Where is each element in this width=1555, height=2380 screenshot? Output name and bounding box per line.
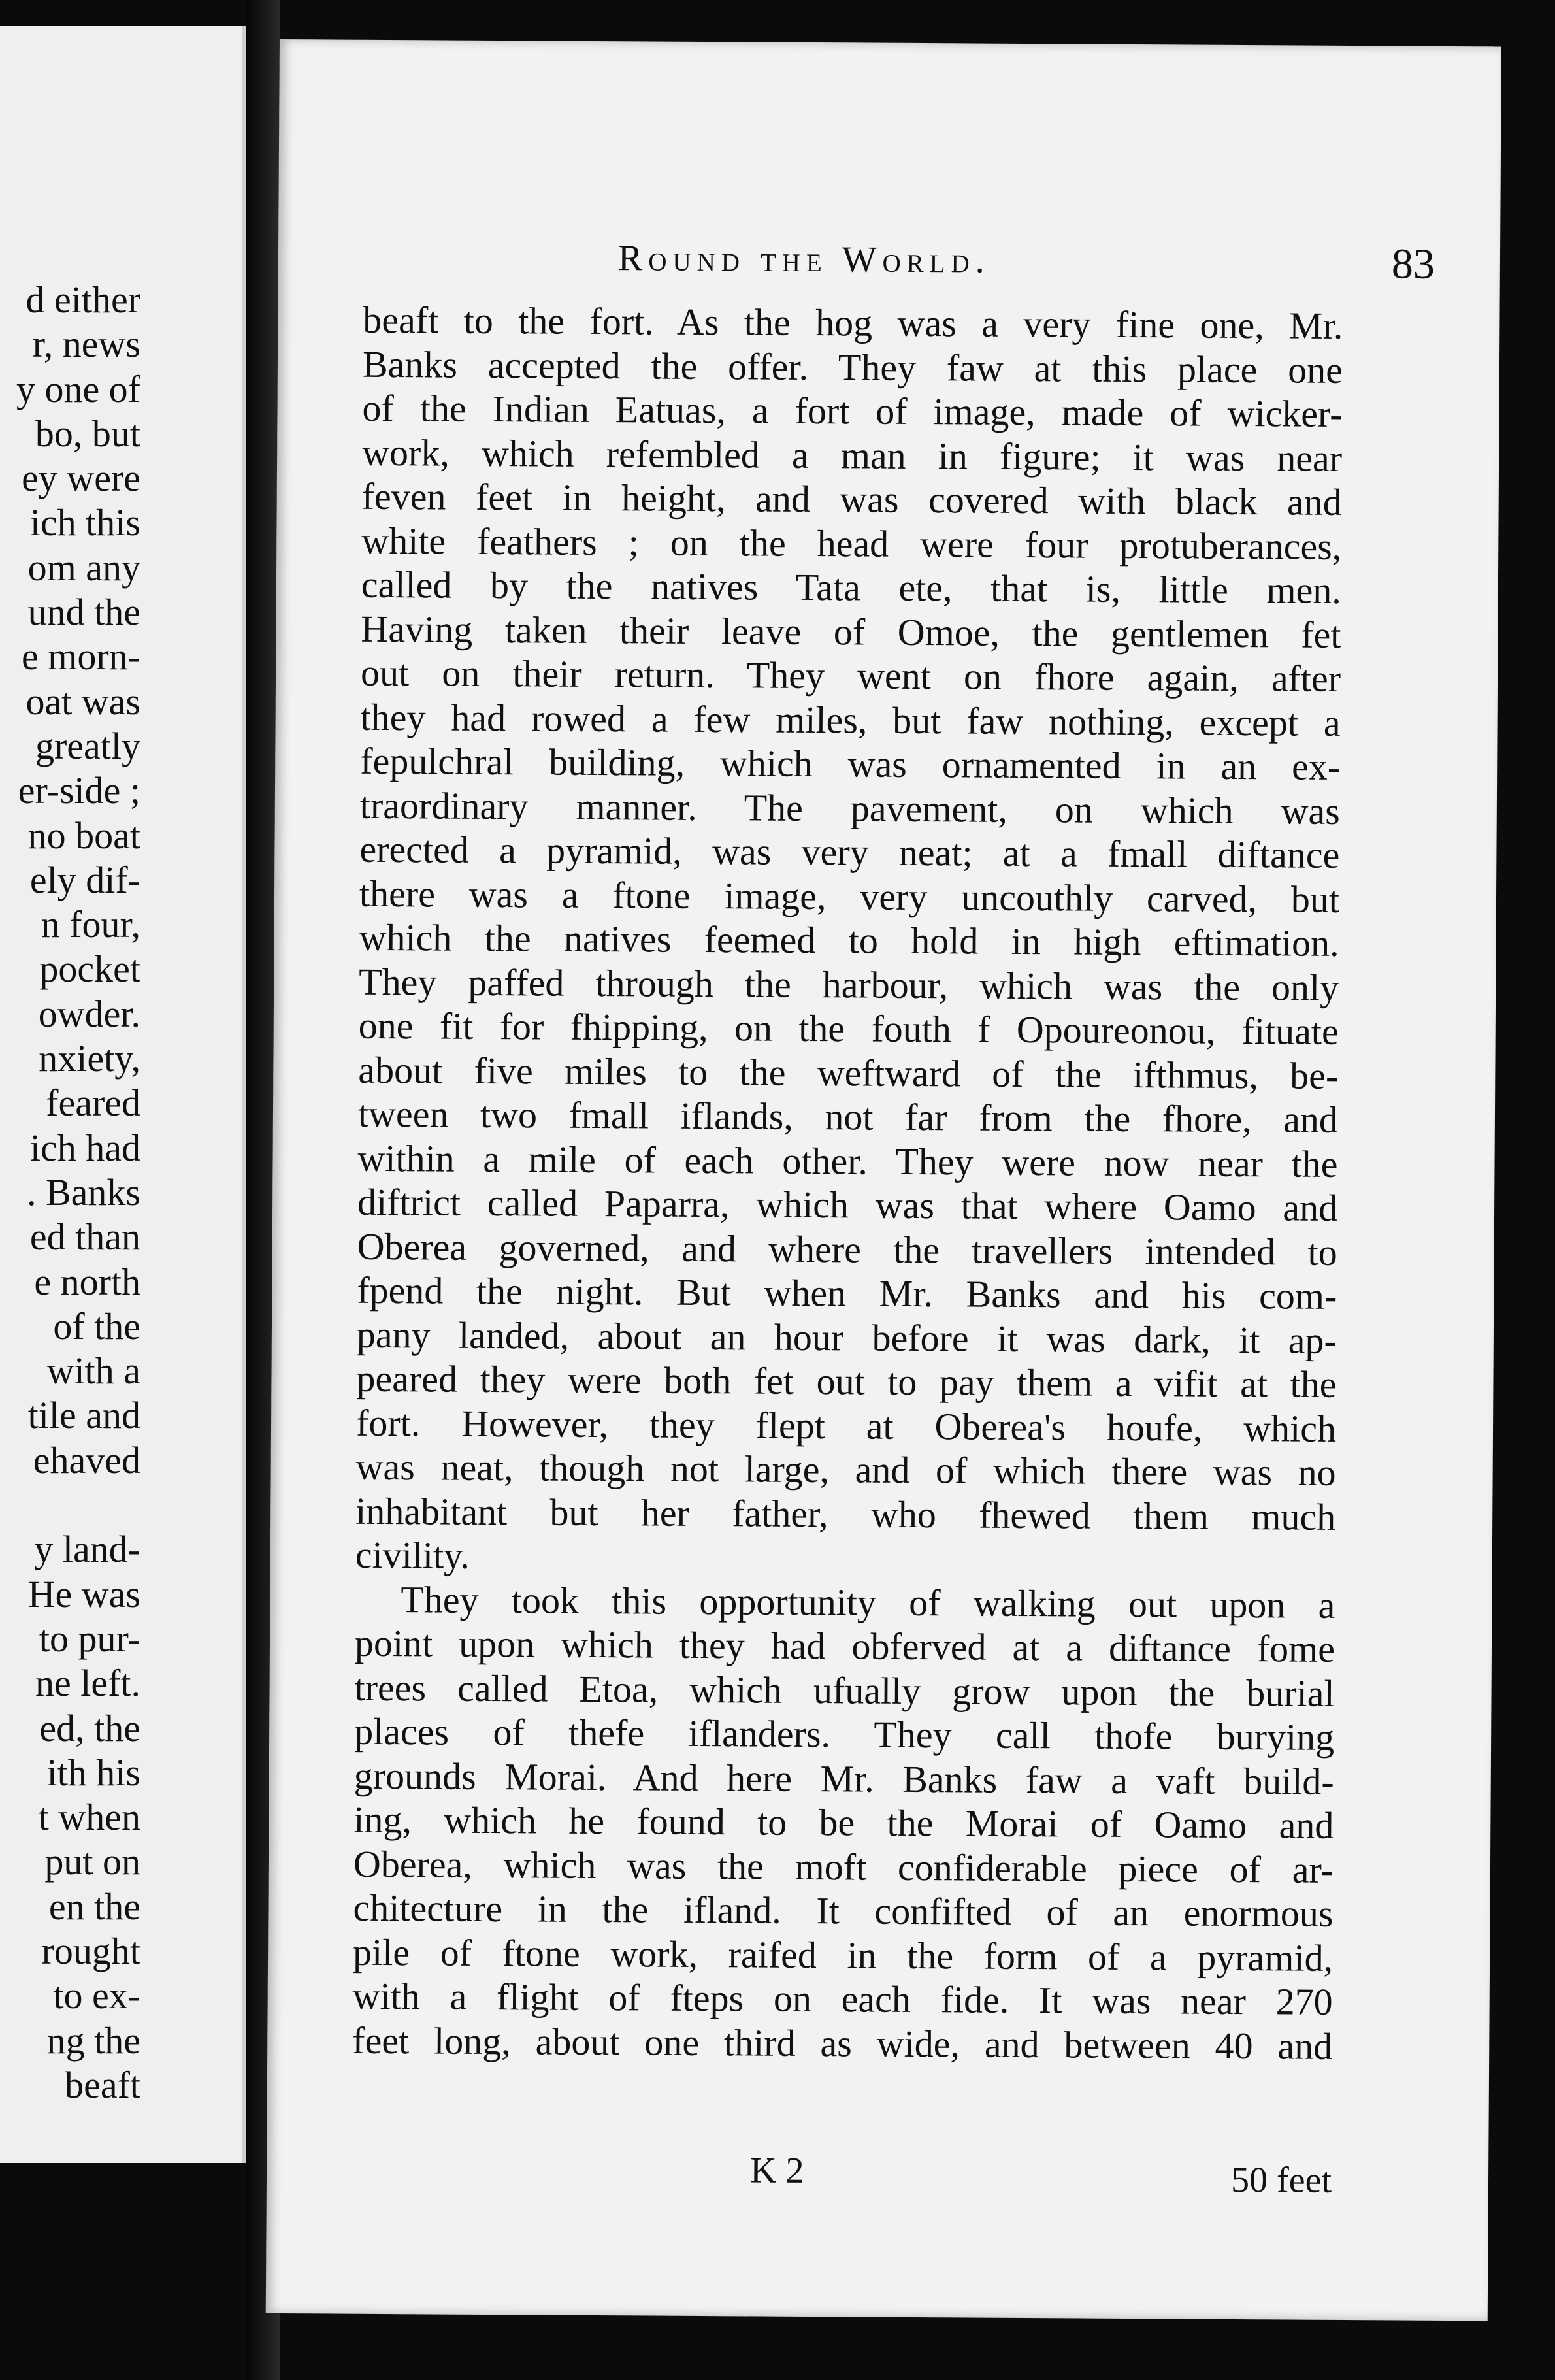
left-page-line: ed than (29, 1215, 140, 1259)
left-page-line: en the (48, 1885, 140, 1928)
left-page-line: . Banks (27, 1170, 140, 1214)
text-line: pile of ftone work, raifed in the form of a pyramid, (352, 1930, 1334, 1979)
text-line: Oberea governed, and where the travellers intended to (357, 1225, 1337, 1274)
text-line: one fit for fhipping, on the fouth f Opoureonou, fituate (358, 1004, 1339, 1053)
text-line: they had rowed a few miles, but faw nothing, except a (360, 695, 1341, 744)
left-page-line: om any (27, 546, 140, 589)
text-line: out on their return. They went on fhore again, after (360, 651, 1341, 700)
text-line: fpend the night. But when Mr. Banks and his com- (357, 1268, 1337, 1317)
left-page-line: owder. (38, 992, 140, 1035)
text-line: peared they were both fet out to pay them a vifit at the (356, 1357, 1337, 1406)
body-text (352, 298, 1343, 2068)
left-page-line: und the (27, 591, 140, 634)
text-line: tween two fmall iflands, not far from the fhore, and (357, 1092, 1339, 1141)
left-page-line: put on (44, 1840, 140, 1883)
text-line: point upon which they had obferved at a diftance fome (354, 1621, 1335, 1670)
text-line: inhabitant but her father, who fhewed them much (355, 1489, 1336, 1538)
left-page-line: t when (38, 1796, 140, 1839)
left-page-line: n four, (41, 903, 140, 946)
left-page-line: no boat (27, 814, 140, 857)
catchword: 50 feet (1230, 2159, 1332, 2201)
text-line: white feathers ; on the head were four protuberances, (361, 519, 1342, 568)
text-line: fepulchral building, which was ornamented in an ex- (360, 739, 1341, 788)
text-line: with a flight of fteps on each fide. It was near 270 (352, 1974, 1333, 2023)
text-line: diftrict called Paparra, which was that where Oamo and (357, 1180, 1338, 1229)
left-page-line: d either (25, 278, 140, 321)
left-page-line: y one of (16, 367, 140, 410)
text-line: trees called Etoa, which ufually grow upon the burial (354, 1666, 1335, 1715)
text-line: there was a ftone image, very uncouthly carved, but (359, 872, 1340, 921)
text-line: grounds Morai. And here Mr. Banks faw a vaft build- (353, 1754, 1334, 1803)
left-page-line: ich this (29, 501, 140, 544)
left-page-line: of the (53, 1304, 140, 1347)
left-page-line: ng the (46, 2019, 140, 2062)
text-line: Having taken their leave of Omoe, the gentlemen fet (361, 607, 1341, 656)
left-page-text (0, 278, 140, 2107)
left-page-line: ich had (29, 1126, 140, 1169)
left-page-line (0, 1483, 140, 1527)
text-line: traordinary manner. The pavement, on which was (359, 784, 1341, 833)
running-head-title: Round the World. (617, 238, 990, 281)
page-number: 83 (1391, 240, 1435, 288)
text-line: civility. (355, 1533, 470, 1577)
text-line: of the Indian Eatuas, a fort of image, made of wicker- (362, 386, 1343, 435)
text-line: was neat, though not large, and of which there was no (355, 1445, 1336, 1494)
left-page-line: rought (41, 1929, 140, 1972)
running-head (618, 237, 1435, 295)
text-line: work, which refembled a man in figure; it was near (361, 431, 1343, 480)
text-line: They paffed through the harbour, which was the only (358, 960, 1339, 1009)
left-page-line: ey were (22, 457, 140, 500)
left-page-line: ehaved (33, 1438, 140, 1481)
text-line: within a mile of each other. They were now near the (357, 1136, 1338, 1185)
left-page-line: e north (34, 1260, 140, 1303)
text-line: Oberea, which was the moft confiderable piece of ar- (353, 1842, 1334, 1891)
left-page-line: to pur- (39, 1617, 140, 1660)
left-page-line: He was (27, 1572, 140, 1615)
page-footer (352, 2147, 1332, 2206)
text-line: which the natives feemed to hold in high eftimation. (359, 916, 1339, 965)
left-page-line: oat was (25, 680, 140, 723)
left-page-line: beaft (65, 2063, 140, 2106)
left-page-line: with a (46, 1349, 140, 1393)
left-page-line: e morn- (22, 635, 140, 678)
left-page-line: greatly (35, 724, 140, 767)
text-line: beaft to the fort. As the hog was a very fine one, Mr. (363, 298, 1343, 347)
left-page-line: ely dif- (29, 858, 140, 901)
left-facing-page (0, 26, 246, 2163)
left-page-line: pocket (39, 948, 140, 991)
text-line: called by the natives Tata ete, that is, little men. (361, 563, 1342, 612)
text-line: places of thefe iflanders. They call thofe burying (353, 1710, 1335, 1759)
text-line: erected a pyramid, was very neat; at a fmall diftance (359, 827, 1340, 876)
text-line: chitecture in the ifland. It confifted of an enormous (353, 1886, 1334, 1935)
right-page (266, 39, 1501, 2321)
left-page-line: ith his (46, 1751, 140, 1794)
text-line: feven feet in height, and was covered with black and (361, 474, 1342, 523)
text-line: ing, which he found to be the Morai of Oamo and (353, 1798, 1334, 1847)
left-page-line: nxiety, (39, 1037, 140, 1080)
left-page-line: bo, but (35, 412, 140, 455)
left-page-line: er-side ; (18, 769, 140, 812)
left-page-line: ed, the (39, 1706, 140, 1749)
left-page-line: r, news (32, 323, 140, 366)
left-page-line: tile and (27, 1394, 140, 1437)
text-line: feet long, about one third as wide, and between 40 and (352, 2019, 1333, 2068)
left-page-line: ne left. (35, 1662, 140, 1705)
text-line: about five miles to the weftward of the ifthmus, be- (358, 1048, 1339, 1097)
left-page-line: feared (46, 1082, 140, 1125)
left-page-line: y land- (34, 1528, 140, 1571)
text-line: fort. However, they flept at Oberea's houfe, which (355, 1401, 1337, 1450)
text-line: Banks accepted the offer. They faw at this place one (362, 342, 1343, 391)
left-page-line: to ex- (53, 1974, 140, 2017)
text-line: pany landed, about an hour before it was dark, it ap- (356, 1313, 1337, 1362)
text-line: They took this opportunity of walking out upon a (401, 1578, 1335, 1627)
signature-mark: K 2 (749, 2150, 804, 2191)
